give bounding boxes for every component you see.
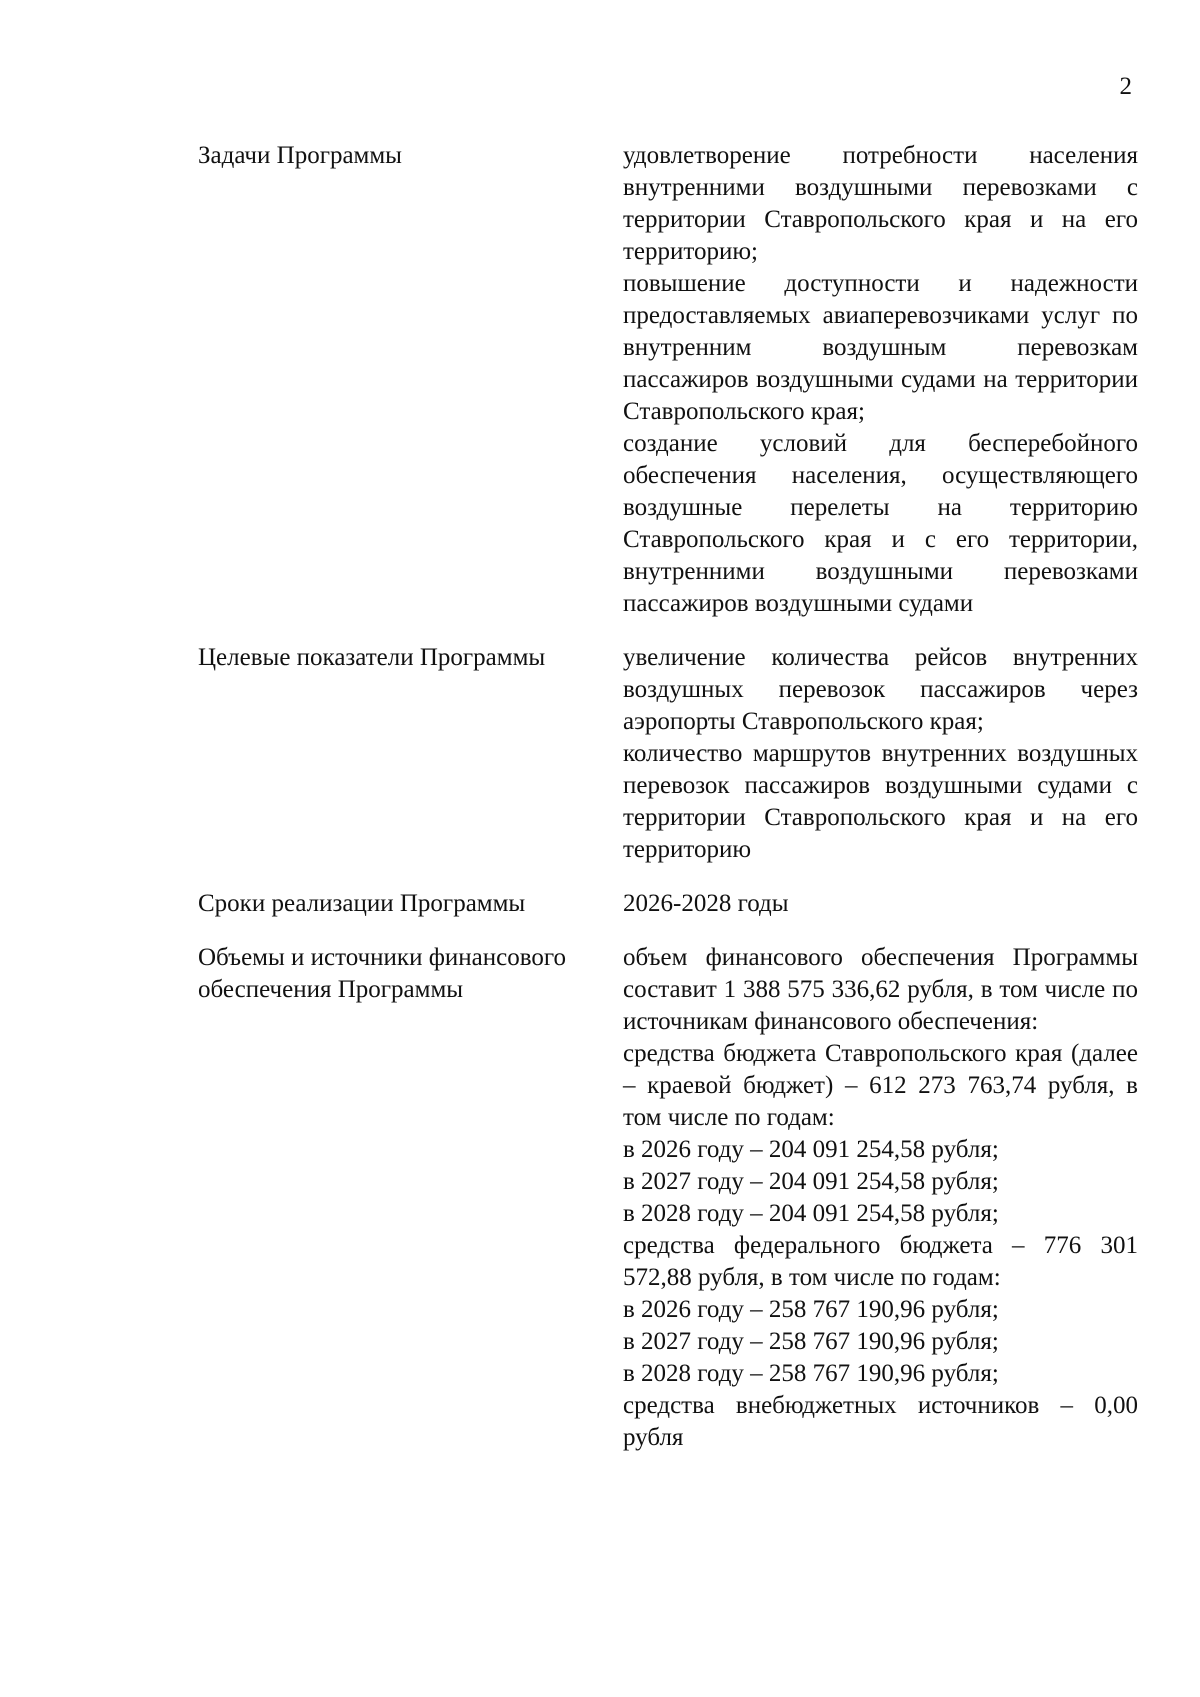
value-paragraph: в 2027 году – 204 091 254,58 рубля; xyxy=(623,1168,999,1195)
row-value xyxy=(623,642,1138,866)
value-paragraph: увеличение количества рейсов внутренних воздушных перевозок пассажиров через аэропорты Ставропольского края; xyxy=(623,644,1138,735)
passport-row-financing xyxy=(198,942,1138,1454)
value-paragraph: средства федерального бюджета – 776 301 572,88 рубля, в том числе по годам: xyxy=(623,1232,1138,1291)
row-label: Сроки реализации Программы xyxy=(198,890,526,917)
page-number: 2 xyxy=(1119,73,1132,100)
row-label: Объемы и источники финансового обеспечения Программы xyxy=(198,944,566,1003)
value-paragraph: средства внебюджетных источников – 0,00 рубля xyxy=(623,1392,1138,1451)
passport-row-timeline xyxy=(198,888,1138,920)
value-paragraph: в 2028 году – 258 767 190,96 рубля; xyxy=(623,1360,999,1387)
passport-row-target-indicators xyxy=(198,642,1138,866)
row-label: Задачи Программы xyxy=(198,142,402,169)
value-paragraph: повышение доступности и надежности предоставляемых авиаперевозчиками услуг по внутренним воздушным перевозкам пассажиров воздушными судами на территории Ставропольского края; xyxy=(623,270,1138,425)
passport-row-tasks xyxy=(198,140,1138,620)
value-paragraph: 2026-2028 годы xyxy=(623,890,789,917)
value-paragraph: объем финансового обеспечения Программы составит 1 388 575 336,62 рубля, в том числе по источникам финансового обеспечения: xyxy=(623,944,1138,1035)
row-label: Целевые показатели Программы xyxy=(198,644,546,671)
value-paragraph: средства бюджета Ставропольского края (далее – краевой бюджет) – 612 273 763,74 рубля, в том числе по годам: xyxy=(623,1040,1138,1131)
value-paragraph: количество маршрутов внутренних воздушных перевозок пассажиров воздушными судами с территории Ставропольского края и на его территорию xyxy=(623,740,1138,863)
program-passport-table xyxy=(198,140,1138,1476)
row-value xyxy=(623,942,1138,1454)
value-paragraph: в 2027 году – 258 767 190,96 рубля; xyxy=(623,1328,999,1355)
value-paragraph: удовлетворение потребности населения внутренними воздушными перевозками с территории Ставропольского края и на его территорию; xyxy=(623,142,1138,265)
value-paragraph: в 2028 году – 204 091 254,58 рубля; xyxy=(623,1200,999,1227)
value-paragraph: создание условий для бесперебойного обеспечения населения, осуществляющего воздушные перелеты на территорию Ставропольского края и с его территории, внутренними воздушными перевозками пассажиров воздушными судами xyxy=(623,430,1138,617)
row-value xyxy=(623,140,1138,620)
value-paragraph: в 2026 году – 204 091 254,58 рубля; xyxy=(623,1136,999,1163)
row-value xyxy=(623,888,1138,920)
value-paragraph: в 2026 году – 258 767 190,96 рубля; xyxy=(623,1296,999,1323)
